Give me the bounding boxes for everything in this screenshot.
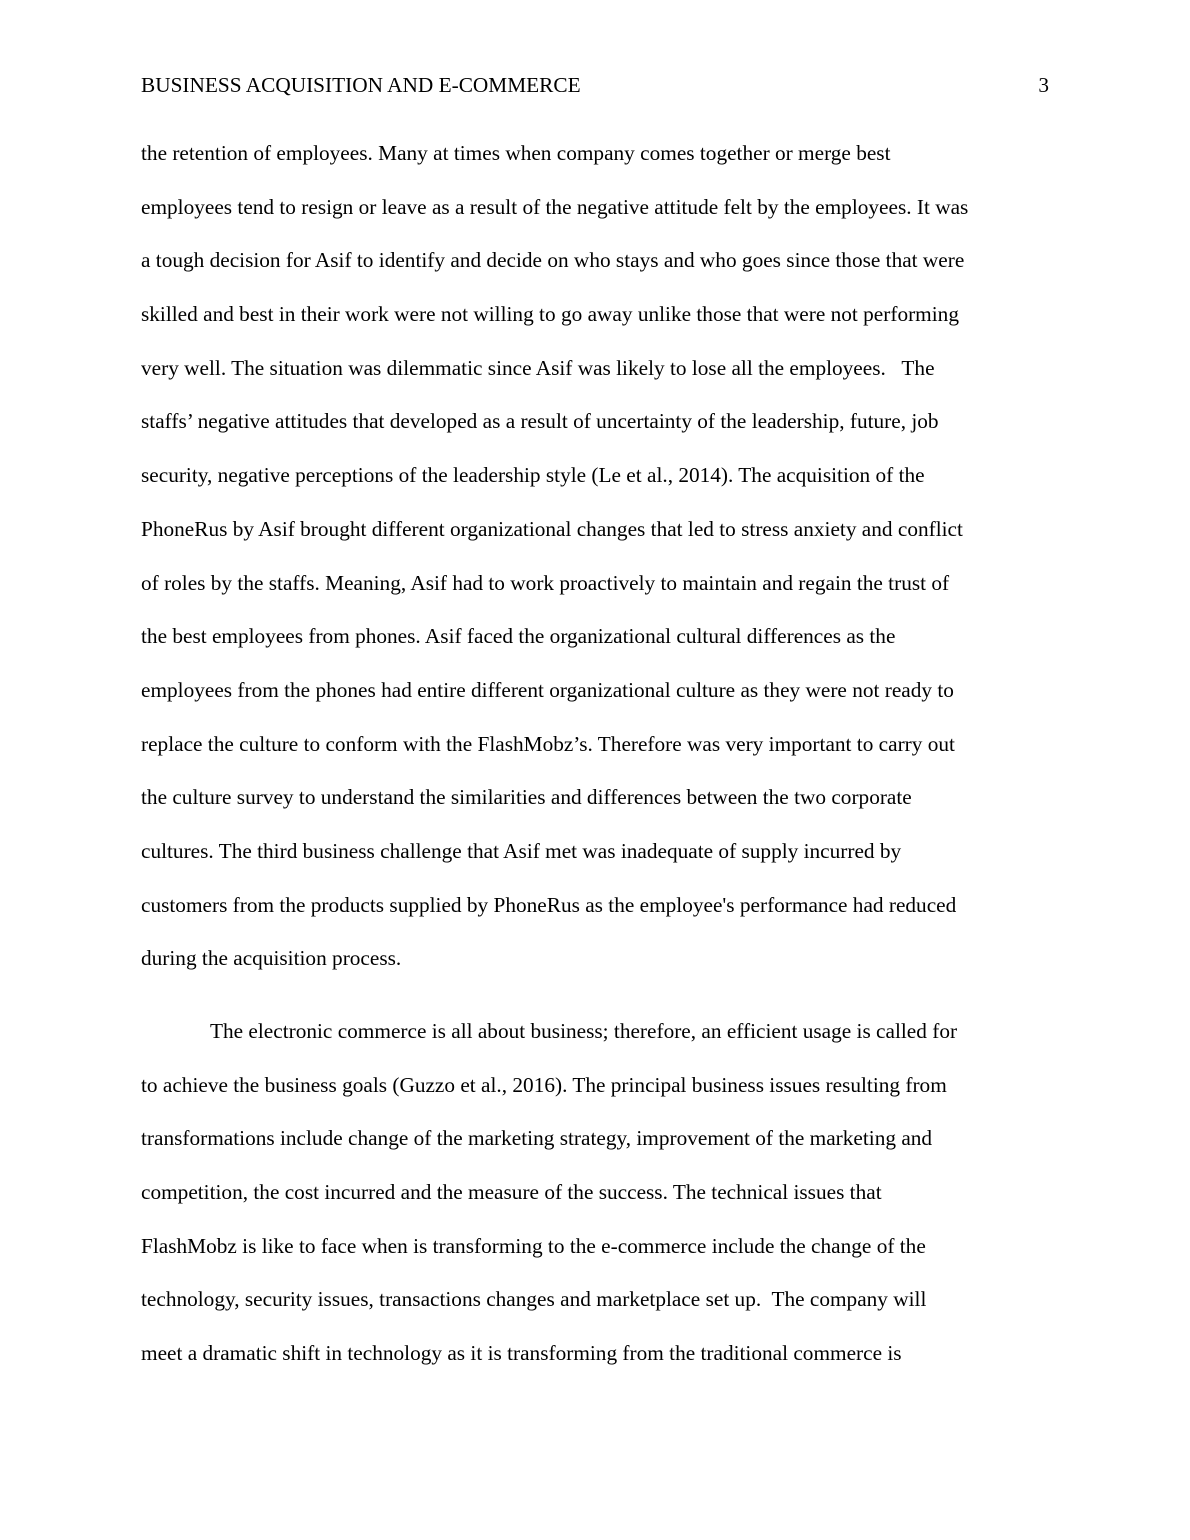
text-line: technology, security issues, transactions changes and marketplace set up. The company will [141, 1287, 927, 1312]
page-number: 3 [1038, 73, 1049, 97]
text-line: the best employees from phones. Asif faced the organizational cultural differences as the [141, 624, 896, 649]
text-line: employees tend to resign or leave as a result of the negative attitude felt by the employees. It was [141, 194, 969, 219]
text-line: cultures. The third business challenge that Asif met was inadequate of supply incurred by [141, 838, 902, 863]
text-line: a tough decision for Asif to identify and decide on who stays and who goes since those that were [141, 248, 965, 273]
text-line: replace the culture to conform with the FlashMobz’s. Therefore was very important to carry out [141, 731, 955, 756]
text-line: PhoneRus by Asif brought different organizational changes that led to stress anxiety and conflict [141, 516, 963, 541]
paragraph-2 [141, 1005, 1051, 1381]
paragraph-spacer [141, 986, 1051, 1005]
text-line: of roles by the staffs. Meaning, Asif had to work proactively to maintain and regain the trust of [141, 570, 950, 595]
running-header [141, 70, 1049, 100]
text-line: competition, the cost incurred and the measure of the success. The technical issues that [141, 1180, 882, 1205]
text-line: transformations include change of the marketing strategy, improvement of the marketing and [141, 1126, 933, 1151]
text-line: customers from the products supplied by PhoneRus as the employee's performance had reduced [141, 892, 957, 917]
text-line: FlashMobz is like to face when is transforming to the e-commerce include the change of the [141, 1233, 926, 1258]
text-line: very well. The situation was dilemmatic since Asif was likely to lose all the employees. The [141, 355, 935, 380]
text-line: employees from the phones had entire different organizational culture as they were not ready to [141, 677, 954, 702]
text-line-indented: The electronic commerce is all about business; therefore, an efficient usage is called for [210, 1019, 958, 1043]
text-line: security, negative perceptions of the leadership style (Le et al., 2014). The acquisition of the [141, 463, 925, 488]
running-head-title: BUSINESS ACQUISITION AND E-COMMERCE [141, 73, 581, 97]
paragraph-1 [141, 127, 1051, 986]
text-line: during the acquisition process. [141, 946, 402, 971]
text-line: skilled and best in their work were not willing to go away unlike those that were not performing [141, 302, 959, 327]
text-line: staffs’ negative attitudes that developed as a result of uncertainty of the leadership, future, job [141, 409, 939, 434]
document-body [141, 127, 1051, 1381]
text-line: the culture survey to understand the similarities and differences between the two corporate [141, 785, 912, 810]
text-line: meet a dramatic shift in technology as it is transforming from the traditional commerce is [141, 1341, 902, 1366]
text-line: to achieve the business goals (Guzzo et al., 2016). The principal business issues resulting from [141, 1072, 947, 1097]
text-line: the retention of employees. Many at times when company comes together or merge best [141, 141, 891, 165]
